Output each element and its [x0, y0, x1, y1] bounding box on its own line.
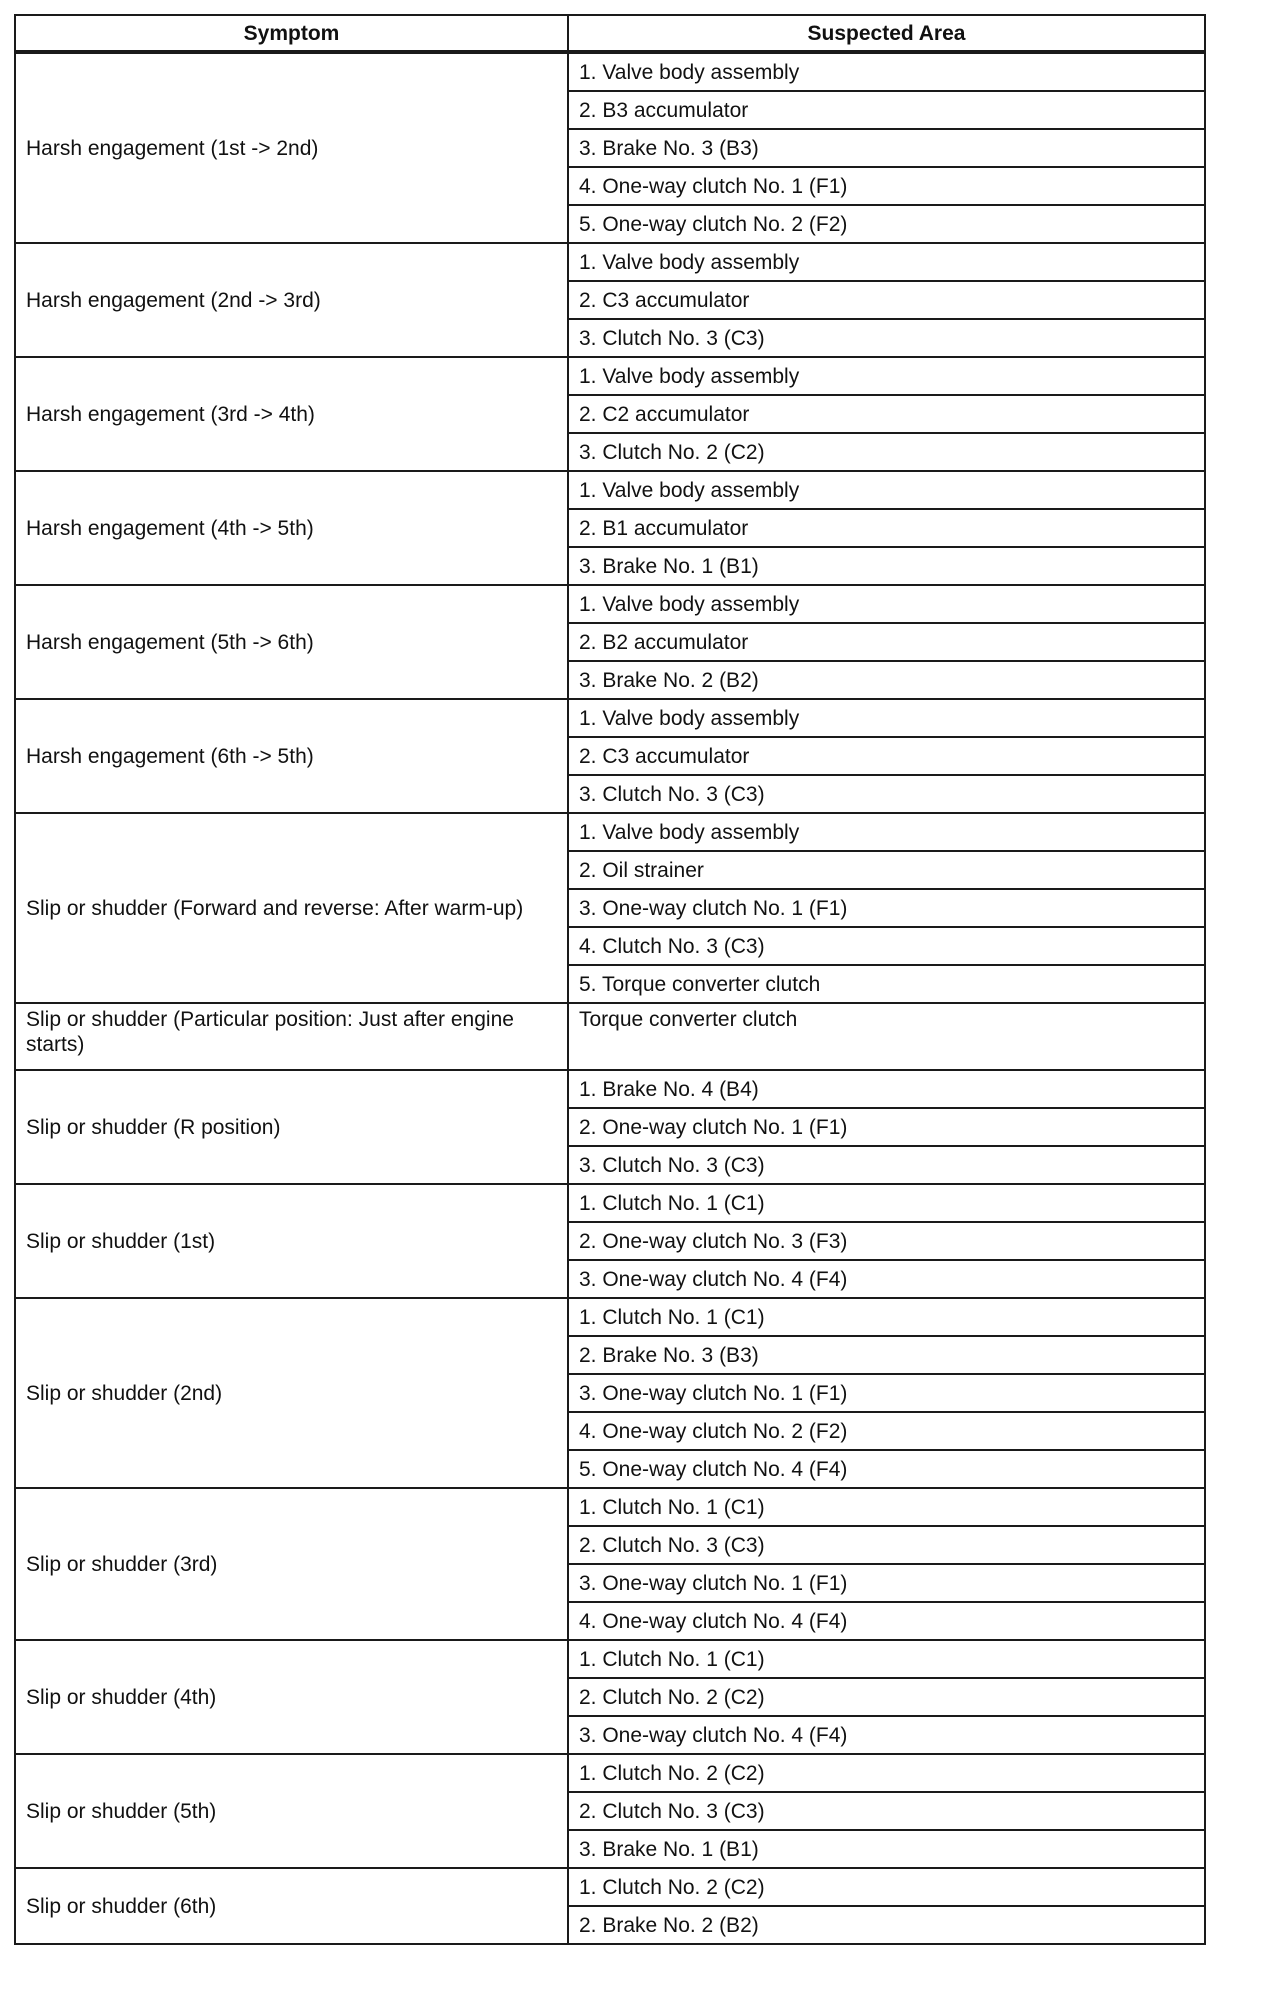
symptom-cell: Harsh engagement (1st -> 2nd) — [15, 52, 568, 243]
suspected-area-cell: 1. Brake No. 4 (B4) — [568, 1070, 1205, 1108]
suspected-area-cell: 3. One-way clutch No. 4 (F4) — [568, 1260, 1205, 1298]
table-row — [15, 1070, 1205, 1108]
table-row — [15, 585, 1205, 623]
suspected-area-cell: 5. Torque converter clutch — [568, 965, 1205, 1003]
suspected-area-cell: 3. Brake No. 1 (B1) — [568, 1830, 1205, 1868]
symptom-cell: Slip or shudder (3rd) — [15, 1488, 568, 1640]
suspected-area-cell: 2. C3 accumulator — [568, 281, 1205, 319]
table-row — [15, 813, 1205, 851]
table-row — [15, 471, 1205, 509]
table-row — [15, 1868, 1205, 1906]
symptom-cell: Slip or shudder (6th) — [15, 1868, 568, 1944]
symptom-cell: Harsh engagement (6th -> 5th) — [15, 699, 568, 813]
suspected-area-cell: 2. Clutch No. 2 (C2) — [568, 1678, 1205, 1716]
suspected-area-cell: 3. Clutch No. 3 (C3) — [568, 775, 1205, 813]
suspected-area-cell: 2. Clutch No. 3 (C3) — [568, 1792, 1205, 1830]
symptom-header: Symptom — [15, 15, 568, 52]
suspected-area-header: Suspected Area — [568, 15, 1205, 52]
suspected-area-cell: 1. Valve body assembly — [568, 585, 1205, 623]
suspected-area-cell: 4. One-way clutch No. 2 (F2) — [568, 1412, 1205, 1450]
suspected-area-cell: 1. Clutch No. 1 (C1) — [568, 1184, 1205, 1222]
suspected-area-cell: 2. C2 accumulator — [568, 395, 1205, 433]
table-row — [15, 1184, 1205, 1222]
suspected-area-cell: 3. One-way clutch No. 1 (F1) — [568, 889, 1205, 927]
suspected-area-cell: 1. Clutch No. 1 (C1) — [568, 1640, 1205, 1678]
header-row — [15, 15, 1205, 52]
suspected-area-cell: 1. Clutch No. 2 (C2) — [568, 1754, 1205, 1792]
suspected-area-cell: 1. Valve body assembly — [568, 813, 1205, 851]
table-row — [15, 1003, 1205, 1070]
suspected-area-cell: 1. Valve body assembly — [568, 471, 1205, 509]
symptom-cell: Slip or shudder (4th) — [15, 1640, 568, 1754]
suspected-area-cell: Torque converter clutch — [568, 1003, 1205, 1070]
suspected-area-cell: 3. Clutch No. 3 (C3) — [568, 319, 1205, 357]
suspected-area-cell: 4. Clutch No. 3 (C3) — [568, 927, 1205, 965]
symptom-cell: Slip or shudder (Particular position: Just after engine starts) — [15, 1003, 568, 1070]
suspected-area-cell: 2. Brake No. 3 (B3) — [568, 1336, 1205, 1374]
symptom-cell: Slip or shudder (2nd) — [15, 1298, 568, 1488]
suspected-area-cell: 1. Clutch No. 2 (C2) — [568, 1868, 1205, 1906]
symptom-table — [14, 14, 1206, 1945]
suspected-area-cell: 2. One-way clutch No. 1 (F1) — [568, 1108, 1205, 1146]
suspected-area-cell: 2. B2 accumulator — [568, 623, 1205, 661]
symptom-cell: Slip or shudder (R position) — [15, 1070, 568, 1184]
suspected-area-cell: 1. Clutch No. 1 (C1) — [568, 1298, 1205, 1336]
table-body — [15, 52, 1205, 1944]
symptom-cell: Slip or shudder (1st) — [15, 1184, 568, 1298]
symptom-cell: Slip or shudder (5th) — [15, 1754, 568, 1868]
table-row — [15, 1298, 1205, 1336]
suspected-area-cell: 3. Brake No. 3 (B3) — [568, 129, 1205, 167]
suspected-area-cell: 1. Clutch No. 1 (C1) — [568, 1488, 1205, 1526]
table-row — [15, 1754, 1205, 1792]
symptom-cell: Slip or shudder (Forward and reverse: After warm-up) — [15, 813, 568, 1003]
suspected-area-cell: 1. Valve body assembly — [568, 699, 1205, 737]
suspected-area-cell: 5. One-way clutch No. 2 (F2) — [568, 205, 1205, 243]
suspected-area-cell: 3. Clutch No. 3 (C3) — [568, 1146, 1205, 1184]
table-row — [15, 699, 1205, 737]
suspected-area-cell: 3. One-way clutch No. 4 (F4) — [568, 1716, 1205, 1754]
suspected-area-cell: 4. One-way clutch No. 4 (F4) — [568, 1602, 1205, 1640]
suspected-area-cell: 5. One-way clutch No. 4 (F4) — [568, 1450, 1205, 1488]
table-row — [15, 1488, 1205, 1526]
suspected-area-cell: 1. Valve body assembly — [568, 52, 1205, 91]
suspected-area-cell: 2. Brake No. 2 (B2) — [568, 1906, 1205, 1944]
symptom-cell: Harsh engagement (2nd -> 3rd) — [15, 243, 568, 357]
suspected-area-cell: 3. One-way clutch No. 1 (F1) — [568, 1374, 1205, 1412]
suspected-area-cell: 2. B3 accumulator — [568, 91, 1205, 129]
suspected-area-cell: 2. B1 accumulator — [568, 509, 1205, 547]
symptom-cell: Harsh engagement (5th -> 6th) — [15, 585, 568, 699]
suspected-area-cell: 3. Clutch No. 2 (C2) — [568, 433, 1205, 471]
symptom-cell: Harsh engagement (4th -> 5th) — [15, 471, 568, 585]
suspected-area-cell: 1. Valve body assembly — [568, 243, 1205, 281]
suspected-area-cell: 2. C3 accumulator — [568, 737, 1205, 775]
suspected-area-cell: 3. Brake No. 1 (B1) — [568, 547, 1205, 585]
suspected-area-cell: 3. One-way clutch No. 1 (F1) — [568, 1564, 1205, 1602]
suspected-area-cell: 2. Clutch No. 3 (C3) — [568, 1526, 1205, 1564]
table-row — [15, 52, 1205, 91]
suspected-area-cell: 2. Oil strainer — [568, 851, 1205, 889]
symptom-cell: Harsh engagement (3rd -> 4th) — [15, 357, 568, 471]
table-row — [15, 243, 1205, 281]
suspected-area-cell: 1. Valve body assembly — [568, 357, 1205, 395]
table-row — [15, 357, 1205, 395]
suspected-area-cell: 2. One-way clutch No. 3 (F3) — [568, 1222, 1205, 1260]
suspected-area-cell: 3. Brake No. 2 (B2) — [568, 661, 1205, 699]
suspected-area-cell: 4. One-way clutch No. 1 (F1) — [568, 167, 1205, 205]
table-row — [15, 1640, 1205, 1678]
